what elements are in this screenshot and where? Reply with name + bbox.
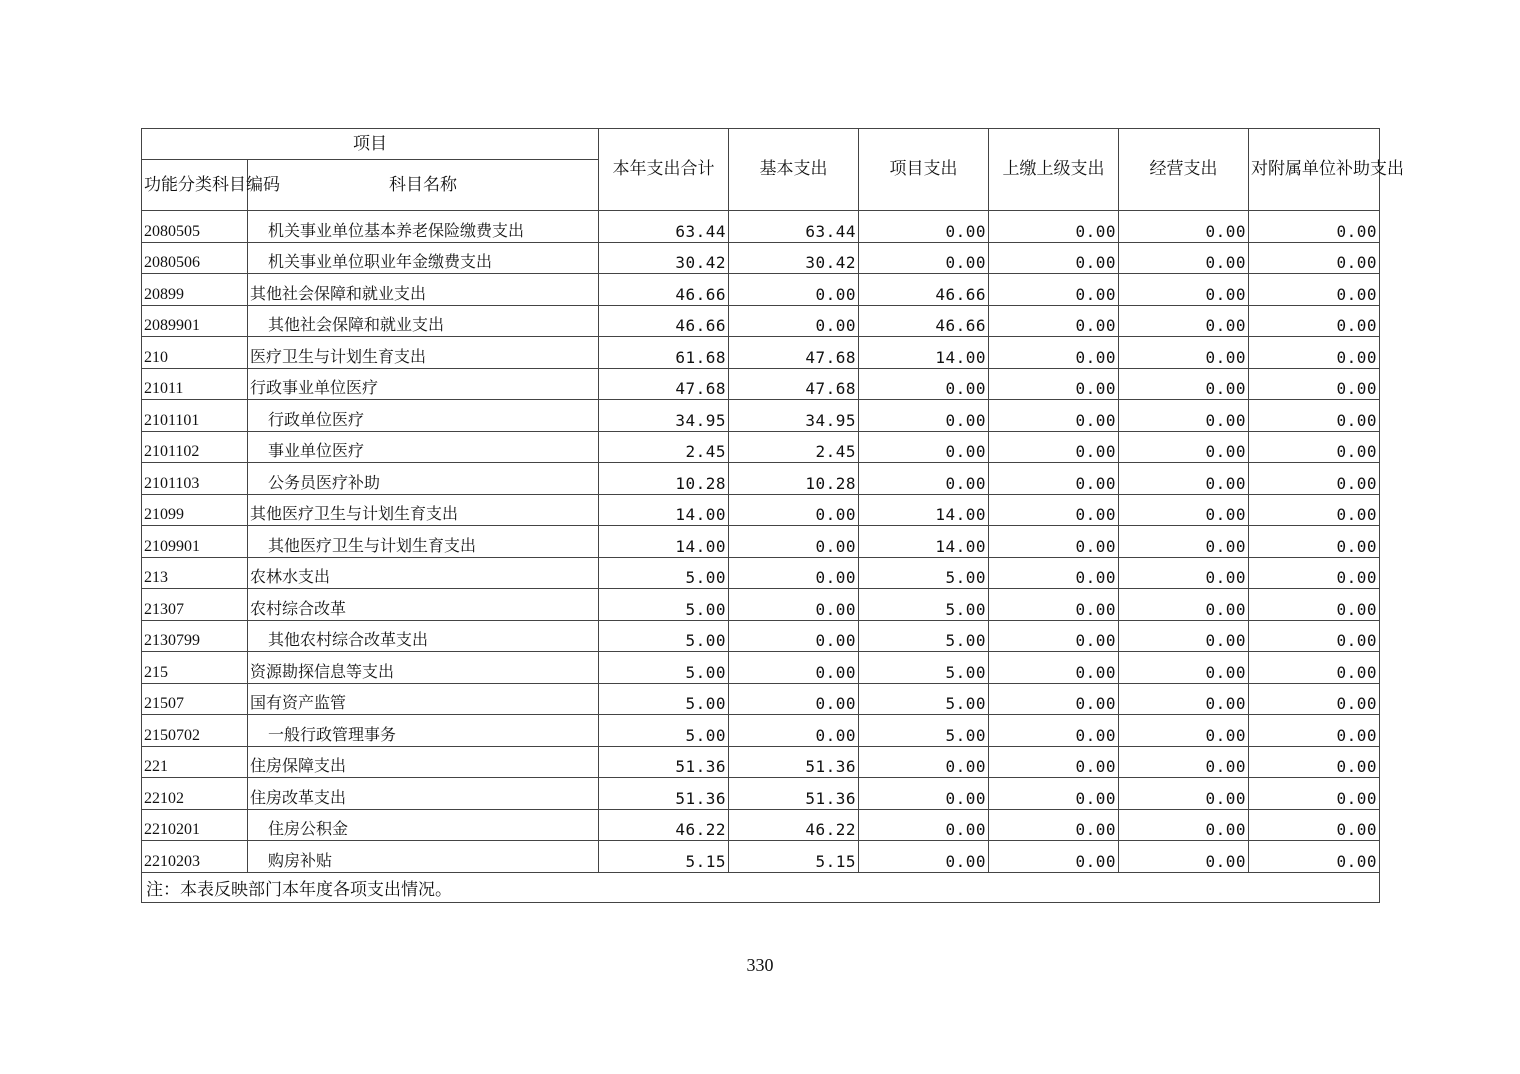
basic-cell: 46.22	[729, 809, 859, 841]
basic-cell: 51.36	[729, 746, 859, 778]
upper-level-cell: 0.00	[989, 368, 1119, 400]
project-cell: 14.00	[859, 526, 989, 558]
name-cell: 其他农村综合改革支出	[248, 620, 599, 652]
code-cell: 2080505	[142, 211, 248, 243]
name-cell: 公务员医疗补助	[248, 463, 599, 495]
project-cell: 46.66	[859, 274, 989, 306]
name-cell: 医疗卫生与计划生育支出	[248, 337, 599, 369]
header-basic: 基本支出	[729, 129, 859, 211]
total-cell: 5.00	[599, 683, 729, 715]
subsidy-cell: 0.00	[1249, 337, 1380, 369]
table-body	[142, 211, 1380, 873]
total-cell: 51.36	[599, 778, 729, 810]
table-row	[142, 557, 1380, 589]
project-cell: 5.00	[859, 715, 989, 747]
total-cell: 5.00	[599, 557, 729, 589]
code-cell: 221	[142, 746, 248, 778]
name-cell: 事业单位医疗	[248, 431, 599, 463]
project-cell: 0.00	[859, 368, 989, 400]
upper-level-cell: 0.00	[989, 305, 1119, 337]
business-cell: 0.00	[1119, 400, 1249, 432]
upper-level-cell: 0.00	[989, 715, 1119, 747]
subsidy-cell: 0.00	[1249, 652, 1380, 684]
code-cell: 22102	[142, 778, 248, 810]
page-number: 330	[746, 955, 774, 975]
code-cell: 210	[142, 337, 248, 369]
total-cell: 46.66	[599, 305, 729, 337]
header-code: 功能分类科目编码	[142, 160, 248, 211]
code-cell: 21011	[142, 368, 248, 400]
business-cell: 0.00	[1119, 557, 1249, 589]
project-cell: 5.00	[859, 683, 989, 715]
table-row	[142, 463, 1380, 495]
business-cell: 0.00	[1119, 620, 1249, 652]
code-cell: 215	[142, 652, 248, 684]
basic-cell: 0.00	[729, 494, 859, 526]
upper-level-cell: 0.00	[989, 557, 1119, 589]
basic-cell: 47.68	[729, 337, 859, 369]
business-cell: 0.00	[1119, 463, 1249, 495]
project-cell: 46.66	[859, 305, 989, 337]
table-row	[142, 337, 1380, 369]
project-cell: 5.00	[859, 589, 989, 621]
project-cell: 0.00	[859, 463, 989, 495]
table-row	[142, 431, 1380, 463]
business-cell: 0.00	[1119, 809, 1249, 841]
header-subsidy: 对附属单位补助支出	[1249, 129, 1380, 211]
table-row	[142, 620, 1380, 652]
name-cell: 行政事业单位医疗	[248, 368, 599, 400]
business-cell: 0.00	[1119, 431, 1249, 463]
code-cell: 2210203	[142, 841, 248, 873]
subsidy-cell: 0.00	[1249, 778, 1380, 810]
upper-level-cell: 0.00	[989, 652, 1119, 684]
total-cell: 5.00	[599, 620, 729, 652]
business-cell: 0.00	[1119, 715, 1249, 747]
subsidy-cell: 0.00	[1249, 683, 1380, 715]
name-cell: 其他社会保障和就业支出	[248, 305, 599, 337]
table-row	[142, 400, 1380, 432]
subsidy-cell: 0.00	[1249, 431, 1380, 463]
basic-cell: 0.00	[729, 274, 859, 306]
code-cell: 2101101	[142, 400, 248, 432]
basic-cell: 0.00	[729, 526, 859, 558]
code-cell: 2089901	[142, 305, 248, 337]
business-cell: 0.00	[1119, 778, 1249, 810]
upper-level-cell: 0.00	[989, 431, 1119, 463]
header-project: 项目	[142, 129, 599, 160]
project-cell: 0.00	[859, 809, 989, 841]
upper-level-cell: 0.00	[989, 809, 1119, 841]
basic-cell: 30.42	[729, 242, 859, 274]
code-cell: 21099	[142, 494, 248, 526]
business-cell: 0.00	[1119, 841, 1249, 873]
table-row	[142, 841, 1380, 873]
upper-level-cell: 0.00	[989, 526, 1119, 558]
basic-cell: 5.15	[729, 841, 859, 873]
total-cell: 61.68	[599, 337, 729, 369]
business-cell: 0.00	[1119, 274, 1249, 306]
total-cell: 14.00	[599, 494, 729, 526]
upper-level-cell: 0.00	[989, 683, 1119, 715]
basic-cell: 10.28	[729, 463, 859, 495]
code-cell: 21307	[142, 589, 248, 621]
upper-level-cell: 0.00	[989, 620, 1119, 652]
total-cell: 51.36	[599, 746, 729, 778]
table-row	[142, 715, 1380, 747]
subsidy-cell: 0.00	[1249, 746, 1380, 778]
upper-level-cell: 0.00	[989, 589, 1119, 621]
project-cell: 14.00	[859, 494, 989, 526]
name-cell: 资源勘探信息等支出	[248, 652, 599, 684]
subsidy-cell: 0.00	[1249, 368, 1380, 400]
total-cell: 47.68	[599, 368, 729, 400]
name-cell: 国有资产监管	[248, 683, 599, 715]
total-cell: 10.28	[599, 463, 729, 495]
code-cell: 2080506	[142, 242, 248, 274]
basic-cell: 0.00	[729, 557, 859, 589]
table-row	[142, 652, 1380, 684]
name-cell: 购房补贴	[248, 841, 599, 873]
upper-level-cell: 0.00	[989, 400, 1119, 432]
table-row	[142, 242, 1380, 274]
upper-level-cell: 0.00	[989, 494, 1119, 526]
basic-cell: 0.00	[729, 715, 859, 747]
upper-level-cell: 0.00	[989, 841, 1119, 873]
table-row	[142, 683, 1380, 715]
code-cell: 2109901	[142, 526, 248, 558]
project-cell: 5.00	[859, 557, 989, 589]
code-cell: 20899	[142, 274, 248, 306]
table-row	[142, 526, 1380, 558]
name-cell: 住房改革支出	[248, 778, 599, 810]
table-row	[142, 809, 1380, 841]
basic-cell: 63.44	[729, 211, 859, 243]
business-cell: 0.00	[1119, 368, 1249, 400]
project-cell: 0.00	[859, 841, 989, 873]
business-cell: 0.00	[1119, 746, 1249, 778]
business-cell: 0.00	[1119, 242, 1249, 274]
upper-level-cell: 0.00	[989, 778, 1119, 810]
business-cell: 0.00	[1119, 337, 1249, 369]
business-cell: 0.00	[1119, 683, 1249, 715]
table-row	[142, 305, 1380, 337]
name-cell: 机关事业单位职业年金缴费支出	[248, 242, 599, 274]
basic-cell: 0.00	[729, 620, 859, 652]
project-cell: 0.00	[859, 211, 989, 243]
basic-cell: 2.45	[729, 431, 859, 463]
total-cell: 63.44	[599, 211, 729, 243]
table-note: 注：本表反映部门本年度各项支出情况。	[142, 872, 1380, 902]
name-cell: 机关事业单位基本养老保险缴费支出	[248, 211, 599, 243]
subsidy-cell: 0.00	[1249, 809, 1380, 841]
table-row	[142, 274, 1380, 306]
header-business: 经营支出	[1119, 129, 1249, 211]
project-cell: 0.00	[859, 242, 989, 274]
total-cell: 14.00	[599, 526, 729, 558]
basic-cell: 0.00	[729, 305, 859, 337]
upper-level-cell: 0.00	[989, 463, 1119, 495]
name-cell: 其他医疗卫生与计划生育支出	[248, 494, 599, 526]
subsidy-cell: 0.00	[1249, 463, 1380, 495]
table-row	[142, 778, 1380, 810]
name-cell: 一般行政管理事务	[248, 715, 599, 747]
project-cell: 5.00	[859, 652, 989, 684]
project-cell: 0.00	[859, 431, 989, 463]
basic-cell: 47.68	[729, 368, 859, 400]
business-cell: 0.00	[1119, 526, 1249, 558]
name-cell: 其他社会保障和就业支出	[248, 274, 599, 306]
subsidy-cell: 0.00	[1249, 242, 1380, 274]
total-cell: 5.15	[599, 841, 729, 873]
total-cell: 5.00	[599, 715, 729, 747]
total-cell: 2.45	[599, 431, 729, 463]
name-cell: 农林水支出	[248, 557, 599, 589]
project-cell: 14.00	[859, 337, 989, 369]
project-cell: 5.00	[859, 620, 989, 652]
business-cell: 0.00	[1119, 652, 1249, 684]
header-name: 科目名称	[248, 160, 599, 211]
subsidy-cell: 0.00	[1249, 715, 1380, 747]
subsidy-cell: 0.00	[1249, 494, 1380, 526]
name-cell: 行政单位医疗	[248, 400, 599, 432]
subsidy-cell: 0.00	[1249, 620, 1380, 652]
project-cell: 0.00	[859, 778, 989, 810]
subsidy-cell: 0.00	[1249, 557, 1380, 589]
code-cell: 2101103	[142, 463, 248, 495]
total-cell: 5.00	[599, 652, 729, 684]
table-row	[142, 211, 1380, 243]
name-cell: 住房公积金	[248, 809, 599, 841]
name-cell: 住房保障支出	[248, 746, 599, 778]
total-cell: 46.22	[599, 809, 729, 841]
code-cell: 2101102	[142, 431, 248, 463]
code-cell: 213	[142, 557, 248, 589]
total-cell: 46.66	[599, 274, 729, 306]
code-cell: 21507	[142, 683, 248, 715]
table-row	[142, 368, 1380, 400]
business-cell: 0.00	[1119, 211, 1249, 243]
basic-cell: 51.36	[729, 778, 859, 810]
code-cell: 2130799	[142, 620, 248, 652]
subsidy-cell: 0.00	[1249, 526, 1380, 558]
subsidy-cell: 0.00	[1249, 400, 1380, 432]
name-cell: 其他医疗卫生与计划生育支出	[248, 526, 599, 558]
expenditure-table	[141, 128, 1404, 903]
total-cell: 34.95	[599, 400, 729, 432]
header-total: 本年支出合计	[599, 129, 729, 211]
business-cell: 0.00	[1119, 589, 1249, 621]
table-row	[142, 589, 1380, 621]
business-cell: 0.00	[1119, 494, 1249, 526]
basic-cell: 0.00	[729, 683, 859, 715]
subsidy-cell: 0.00	[1249, 211, 1380, 243]
header-upper-level: 上缴上级支出	[989, 129, 1119, 211]
table-row	[142, 494, 1380, 526]
total-cell: 5.00	[599, 589, 729, 621]
project-cell: 0.00	[859, 746, 989, 778]
subsidy-cell: 0.00	[1249, 589, 1380, 621]
table-row	[142, 746, 1380, 778]
subsidy-cell: 0.00	[1249, 305, 1380, 337]
subsidy-cell: 0.00	[1249, 274, 1380, 306]
basic-cell: 34.95	[729, 400, 859, 432]
upper-level-cell: 0.00	[989, 211, 1119, 243]
basic-cell: 0.00	[729, 589, 859, 621]
project-cell: 0.00	[859, 400, 989, 432]
name-cell: 农村综合改革	[248, 589, 599, 621]
subsidy-cell: 0.00	[1249, 841, 1380, 873]
upper-level-cell: 0.00	[989, 242, 1119, 274]
header-project-expenditure: 项目支出	[859, 129, 989, 211]
code-cell: 2150702	[142, 715, 248, 747]
basic-cell: 0.00	[729, 652, 859, 684]
upper-level-cell: 0.00	[989, 274, 1119, 306]
total-cell: 30.42	[599, 242, 729, 274]
code-cell: 2210201	[142, 809, 248, 841]
business-cell: 0.00	[1119, 305, 1249, 337]
upper-level-cell: 0.00	[989, 746, 1119, 778]
upper-level-cell: 0.00	[989, 337, 1119, 369]
